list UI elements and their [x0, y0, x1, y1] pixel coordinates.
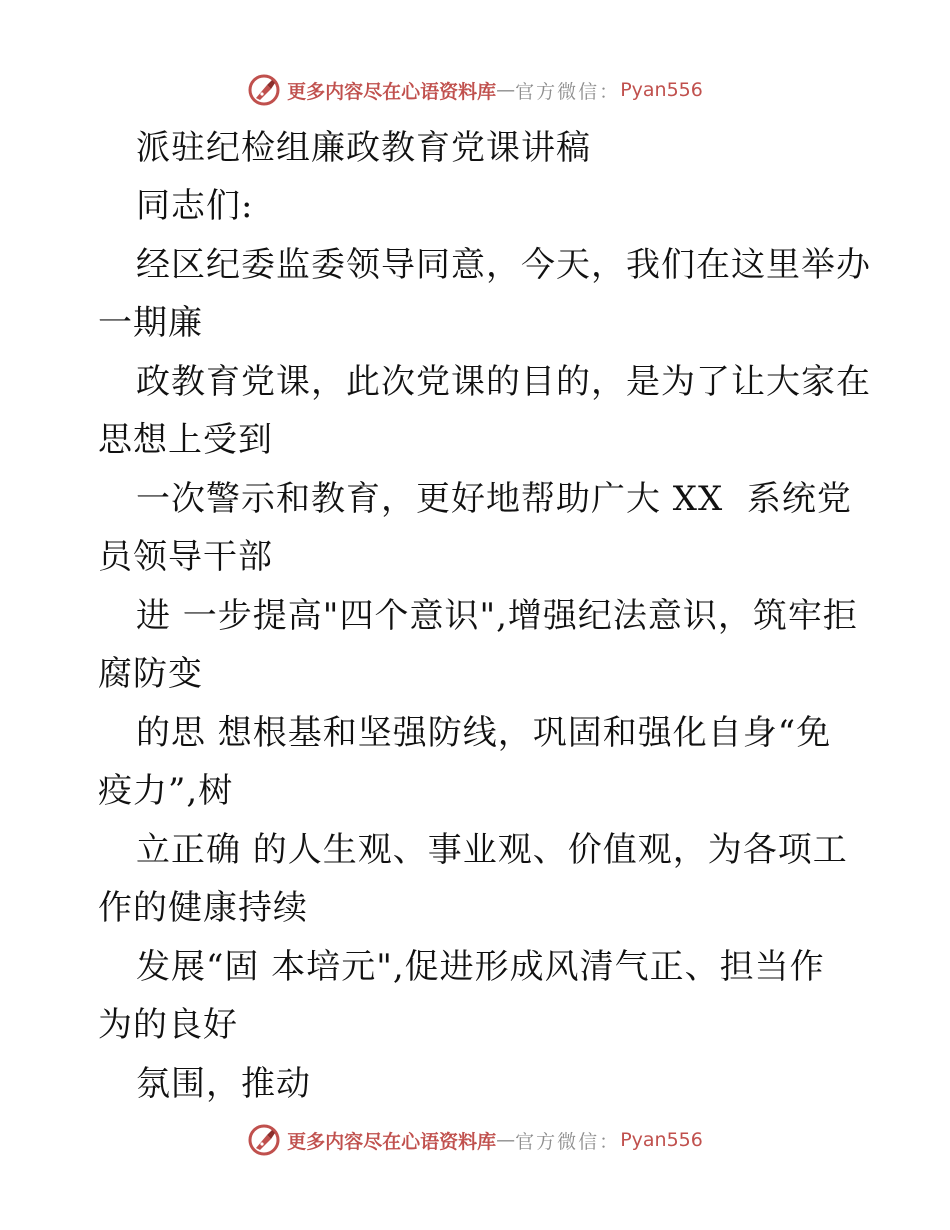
banner-wechat-label: 官方微信： — [515, 80, 621, 103]
banner-dash: — — [496, 1129, 516, 1151]
paragraph-line: 一次警示和教育，更好地帮助广大 XX 系统党 — [136, 479, 852, 519]
banner-wechat-label: 官方微信： — [515, 1130, 621, 1153]
paragraph-line: 的思 想根基和坚强防线，巩固和强化自身“免 — [136, 713, 832, 753]
banner-brand-text: 更多内容尽在心语资料库 — [287, 1130, 497, 1153]
banner-brand-text: 更多内容尽在心语资料库 — [287, 80, 497, 103]
pen-nib-logo-icon — [247, 1123, 281, 1157]
footer-watermark-banner — [0, 1120, 950, 1160]
paragraph-line: 腐防变 — [98, 654, 203, 694]
paragraph-line: 氛围，推动 — [136, 1064, 311, 1104]
paragraph-line: 经区纪委监委领导同意，今天，我们在这里举办 — [136, 245, 871, 285]
paragraph-line: 进 一步提高"四个意识",增强纪法意识，筑牢拒 — [136, 596, 858, 636]
pen-nib-logo-icon — [247, 73, 281, 107]
paragraph-line: 员领导干部 — [98, 537, 273, 577]
paragraph-line: 立正确 的人生观、事业观、价值观，为各项工 — [136, 830, 848, 870]
banner-dash: — — [496, 79, 516, 101]
header-watermark-banner — [0, 70, 950, 110]
paragraph-line: 疫力”,树 — [98, 771, 234, 811]
document-title: 派驻纪检组廉政教育党课讲稿 — [136, 128, 591, 168]
paragraph-line: 同志们: — [136, 186, 254, 226]
paragraph-line: 一期廉 — [98, 303, 203, 343]
banner-wechat-id: Pyan556 — [620, 1129, 703, 1151]
banner-wechat-id: Pyan556 — [620, 79, 703, 101]
paragraph-line: 政教育党课，此次党课的目的，是为了让大家在 — [136, 362, 871, 402]
paragraph-line: 思想上受到 — [98, 420, 273, 460]
paragraph-line: 发展“固 本培元",促进形成风清气正、担当作 — [136, 947, 825, 987]
paragraph-line: 为的良好 — [98, 1005, 238, 1045]
paragraph-line: 作的健康持续 — [98, 888, 308, 928]
